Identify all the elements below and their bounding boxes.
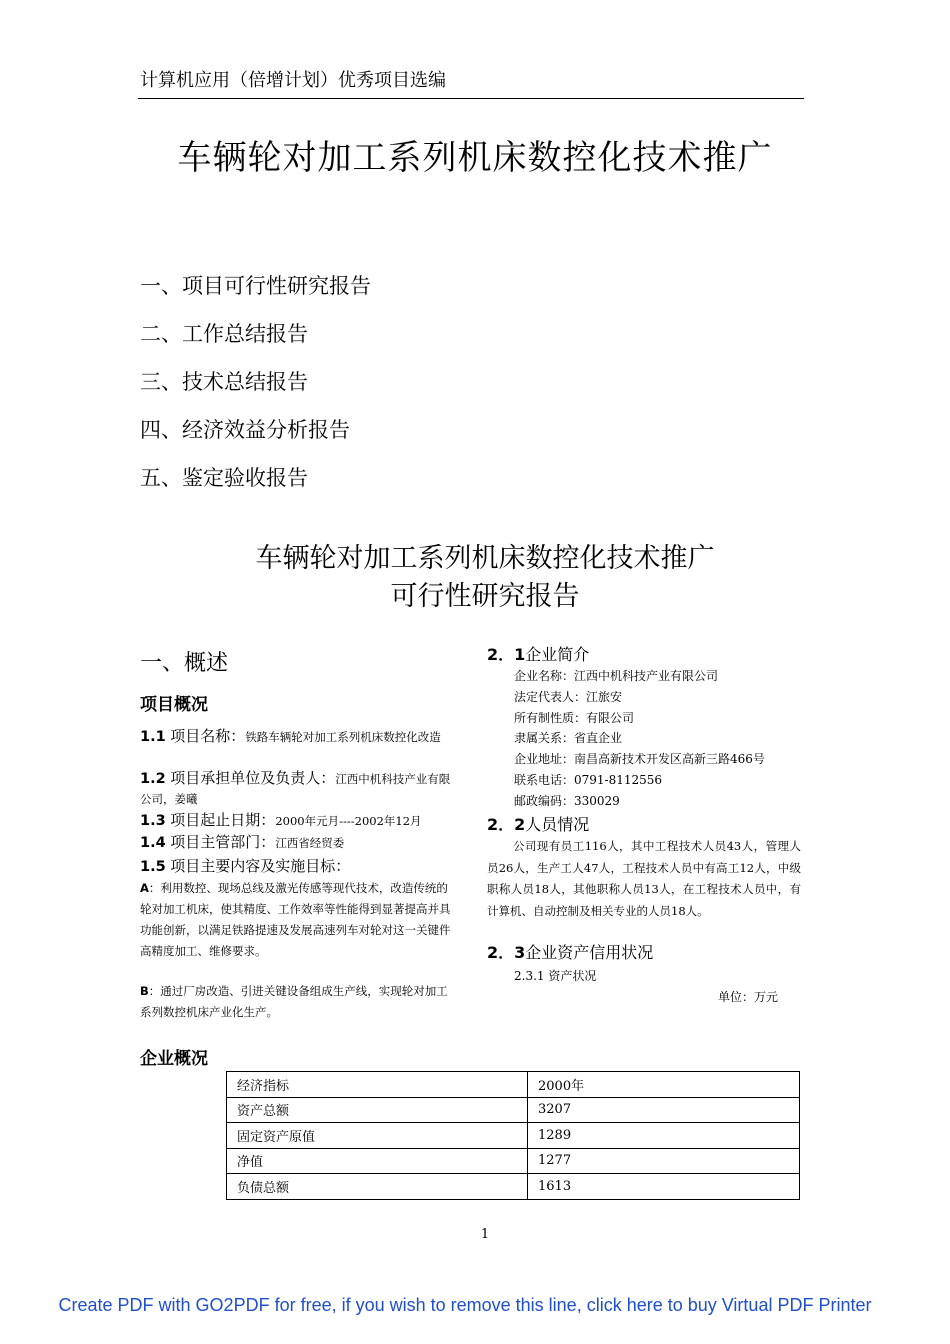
project-item-content	[140, 856, 458, 877]
item-value: 江西省经贸委	[275, 836, 345, 850]
item-number: 1.2	[140, 771, 166, 787]
table-row	[227, 1174, 800, 1200]
page-number: 1	[480, 1227, 490, 1242]
report-title-line2: 可行性研究报告	[390, 581, 580, 612]
table-cell: 1277	[528, 1148, 800, 1174]
toc-item: 三、技术总结报告	[140, 370, 308, 394]
table-row	[227, 1097, 800, 1123]
subsection-heading: 项目概况	[140, 695, 208, 715]
table-row	[227, 1123, 800, 1149]
company-info-line: 邮政编码：330029	[514, 793, 620, 808]
table-cell: 1289	[528, 1123, 800, 1149]
subheading-2-3-1: 2.3.1 资产状况	[514, 969, 597, 983]
goal-b-label: B	[140, 984, 149, 998]
item-label: 项目承担单位及负责人：	[170, 769, 336, 787]
heading-2-1	[487, 642, 589, 665]
item-label: 项目名称：	[170, 727, 246, 745]
heading-2-2	[487, 812, 589, 835]
table-cell: 1613	[528, 1174, 800, 1200]
unit-label: 单位：万元	[718, 990, 779, 1004]
heading-number: 2．1	[487, 645, 526, 664]
item-number: 1.5	[140, 859, 166, 875]
table-header-cell: 经济指标	[227, 1072, 528, 1098]
header-divider	[138, 98, 804, 99]
table-header-cell: 2000年	[528, 1072, 800, 1098]
document-title: 车辆轮对加工系列机床数控化技术推广	[177, 138, 773, 178]
goal-a-paragraph	[140, 878, 458, 962]
report-title-line1: 车辆轮对加工系列机床数控化技术推广	[255, 543, 715, 574]
goal-b-text: ：通过厂房改造、引进关键设备组成生产线，实现轮对加工系列数控机床产业化生产。	[140, 984, 448, 1019]
company-info-line: 法定代表人：江旅安	[514, 689, 623, 704]
table-cell: 净值	[227, 1148, 528, 1174]
running-header: 计算机应用（倍增计划）优秀项目选编	[140, 70, 446, 91]
section-heading: 一、概述	[140, 651, 229, 676]
item-label: 项目主管部门：	[170, 833, 276, 851]
company-info-line: 所有制性质：有限公司	[514, 710, 635, 725]
heading-text: 企业资产信用状况	[525, 943, 654, 962]
table-cell: 固定资产原值	[227, 1123, 528, 1149]
table-row	[227, 1148, 800, 1174]
item-number: 1.3	[140, 813, 166, 829]
item-value: 铁路车辆轮对加工系列机床数控化改造	[245, 730, 441, 744]
company-info-line: 企业名称：江西中机科技产业有限公司	[514, 669, 719, 683]
heading-2-3	[487, 940, 653, 963]
toc-item: 五、鉴定验收报告	[140, 466, 308, 490]
table-cell: 资产总额	[227, 1097, 528, 1123]
item-value: 2000年元月----2002年12月	[275, 814, 422, 828]
project-item-department	[140, 832, 458, 853]
item-label: 项目主要内容及实施目标：	[170, 857, 351, 875]
item-value: 江西中机科技产业有限公司，姜曦	[140, 772, 451, 806]
company-info-line: 隶属关系：省直企业	[514, 731, 623, 746]
item-number: 1.4	[140, 835, 166, 851]
go2pdf-footer-link[interactable]: Create PDF with GO2PDF for free, if you wish to remove this line, click here to buy Virtual PDF Printer	[58, 1295, 872, 1315]
goal-b-paragraph	[140, 981, 458, 1023]
company-info-line: 联系电话：0791-8112556	[514, 772, 663, 787]
project-item-dates	[140, 810, 458, 831]
project-item-name	[140, 726, 458, 747]
company-info-list	[514, 666, 765, 812]
financial-table	[226, 1071, 800, 1200]
toc-item: 四、经济效益分析报告	[140, 418, 350, 442]
table-header-row	[227, 1072, 800, 1098]
company-overview-heading: 企业概况	[140, 1049, 208, 1069]
heading-number: 2．2	[487, 815, 526, 834]
toc-item: 二、工作总结报告	[140, 322, 308, 346]
toc-item: 一、项目可行性研究报告	[140, 274, 371, 298]
item-label: 项目起止日期：	[170, 811, 276, 829]
table-cell: 负债总额	[227, 1174, 528, 1200]
goal-a-text: ：利用数控、现场总线及激光传感等现代技术，改造传统的轮对加工机床，使其精度、工作效率等性能得到显著提高并具功能创新，以满足铁路提速及发展高速列车对轮对这一关键件高精度加工、维修要求。	[140, 881, 451, 958]
table-cell: 3207	[528, 1097, 800, 1123]
goal-a-label: A	[140, 881, 149, 895]
project-item-owner	[140, 768, 458, 809]
heading-text: 人员情况	[525, 815, 590, 834]
staff-paragraph: 公司现有员工116人，其中工程技术人员43人，管理人员26人，生产工人47人，工程技术人员中有高工12人，中级职称人员18人，其他职称人员13人，在工程技术人员中，有计算机、自动控制及相关专业的人员18人。	[487, 839, 801, 918]
item-number: 1.1	[140, 729, 166, 745]
heading-text: 企业简介	[525, 645, 590, 664]
heading-number: 2．3	[487, 943, 526, 962]
company-info-line: 企业地址：南昌高新技术开发区高新三路466号	[514, 752, 765, 767]
